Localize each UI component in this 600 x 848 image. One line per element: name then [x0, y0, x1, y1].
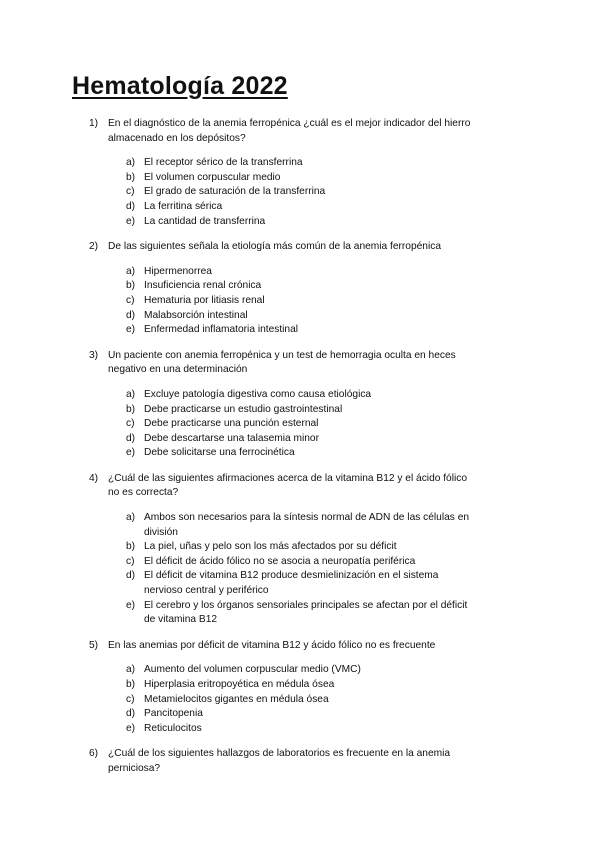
answer-option: [126, 569, 478, 598]
option-letter: a): [126, 512, 136, 524]
option-text: Debe practicarse un estudio gastrointestinal: [144, 403, 343, 415]
option-letter: e): [126, 722, 136, 734]
option-text: La ferritina sérica: [144, 200, 223, 212]
option-text: Excluye patología digestiva como causa etiológica: [144, 388, 372, 400]
option-text: Malabsorción intestinal: [144, 309, 248, 321]
option-text: Aumento del volumen corpuscular medio (VMC): [144, 664, 361, 676]
option-letter: c): [126, 186, 135, 198]
option-letter: b): [126, 679, 136, 690]
answer-option: [126, 294, 478, 309]
answer-options: [126, 265, 478, 338]
option-letter: d): [126, 570, 136, 582]
answer-option: [126, 200, 478, 215]
answer-option: [126, 707, 478, 722]
option-text: Enfermedad inflamatoria intestinal: [144, 324, 299, 336]
answer-option: [126, 432, 478, 447]
option-letter: b): [126, 541, 136, 553]
answer-option: [126, 540, 478, 555]
answer-option: [126, 171, 478, 186]
option-text: El volumen corpuscular medio: [144, 171, 281, 183]
answer-option: [126, 388, 478, 403]
option-letter: a): [126, 664, 136, 676]
option-text: El receptor sérico de la transferrina: [144, 157, 303, 169]
option-text: Ambos son necesarios para la síntesis normal de ADN de las células en división: [144, 512, 470, 538]
option-text: Pancitopenia: [144, 708, 203, 720]
answer-options: [126, 511, 478, 628]
answer-option: [126, 309, 478, 324]
option-text: El grado de saturación de la transferrina: [144, 186, 326, 198]
question-number: 5): [89, 639, 99, 651]
answer-option: [126, 678, 478, 693]
answer-options: [126, 156, 478, 229]
answer-option: [126, 722, 478, 737]
option-text: El déficit de ácido fólico no se asocia a neuropatía periférica: [144, 555, 416, 567]
option-text: Metamielocitos gigantes en médula ósea: [144, 693, 329, 705]
option-text: La piel, uñas y pelo son los más afectados por su déficit: [144, 541, 397, 553]
answer-option: [126, 185, 478, 200]
option-letter: a): [126, 388, 136, 400]
option-letter: c): [126, 418, 135, 430]
question-1: [89, 117, 478, 229]
question-text: De las siguientes señala la etiología más común de la anemia ferropénica: [108, 241, 441, 253]
question-6: [89, 747, 478, 776]
answer-option: [126, 417, 478, 432]
option-letter: d): [126, 708, 136, 720]
option-letter: a): [126, 157, 136, 169]
option-letter: b): [126, 280, 136, 292]
option-letter: e): [126, 599, 136, 611]
answer-options: [126, 388, 478, 461]
answer-option: [126, 215, 478, 230]
question-text: En las anemias por déficit de vitamina B12 y ácido fólico no es frecuente: [108, 639, 436, 651]
option-text: Debe solicitarse una ferrocinética: [144, 447, 295, 459]
answer-option: [126, 446, 478, 461]
answer-option: [126, 403, 478, 418]
answer-option: [126, 265, 478, 280]
option-letter: b): [126, 403, 136, 415]
option-letter: b): [126, 171, 136, 183]
option-text: Hiperplasia eritropoyética en médula ósea: [144, 679, 335, 690]
option-text: El cerebro y los órganos sensoriales principales se afectan por el déficit de vitamina B12: [144, 599, 468, 626]
question-number: 3): [89, 349, 99, 361]
question-number: 1): [89, 118, 99, 129]
question-2: [89, 240, 478, 338]
option-letter: e): [126, 324, 136, 336]
answer-option: [126, 511, 478, 540]
answer-options: [126, 663, 478, 736]
option-letter: d): [126, 200, 136, 212]
question-list: [0, 117, 600, 788]
option-text: Debe descartarse una talasemia minor: [144, 432, 319, 444]
answer-option: [126, 156, 478, 171]
question-text: ¿Cuál de las siguientes afirmaciones acerca de la vitamina B12 y el ácido fólico no es correcta?: [108, 472, 468, 499]
question-text: En el diagnóstico de la anemia ferropénica ¿cuál es el mejor indicador del hierro almacenado en los depósitos?: [108, 118, 471, 144]
question-text: Un paciente con anemia ferropénica y un test de hemorragia oculta en heces negativo en una determinación: [108, 349, 456, 376]
option-letter: d): [126, 432, 136, 444]
answer-option: [126, 693, 478, 708]
option-letter: a): [126, 265, 136, 277]
option-letter: c): [126, 555, 135, 567]
option-letter: e): [126, 215, 136, 227]
option-text: El déficit de vitamina B12 produce desmielinización en el sistema nervioso central y periférico: [144, 570, 439, 597]
question-3: [89, 349, 478, 461]
option-text: Hipermenorrea: [144, 265, 212, 277]
option-text: Debe practicarse una punción esternal: [144, 418, 319, 430]
option-text: Reticulocitos: [144, 722, 202, 734]
question-text: ¿Cuál de los siguientes hallazgos de laboratorios es frecuente en la anemia perniciosa?: [108, 748, 451, 774]
option-letter: d): [126, 309, 136, 321]
option-text: Insuficiencia renal crónica: [144, 280, 262, 292]
question-5: [89, 639, 478, 737]
option-letter: c): [126, 693, 135, 705]
answer-option: [126, 279, 478, 294]
answer-option: [126, 599, 478, 628]
answer-option: [126, 555, 478, 570]
question-number: 6): [89, 748, 99, 760]
answer-option: [126, 323, 478, 338]
option-letter: c): [126, 294, 135, 306]
option-letter: e): [126, 447, 136, 459]
document-title: Hematología 2022: [72, 72, 288, 100]
option-text: Hematuria por litiasis renal: [144, 294, 265, 306]
question-4: [89, 472, 478, 628]
question-number: 4): [89, 472, 99, 484]
option-text: La cantidad de transferrina: [144, 215, 266, 227]
answer-option: [126, 663, 478, 678]
question-number: 2): [89, 241, 99, 253]
